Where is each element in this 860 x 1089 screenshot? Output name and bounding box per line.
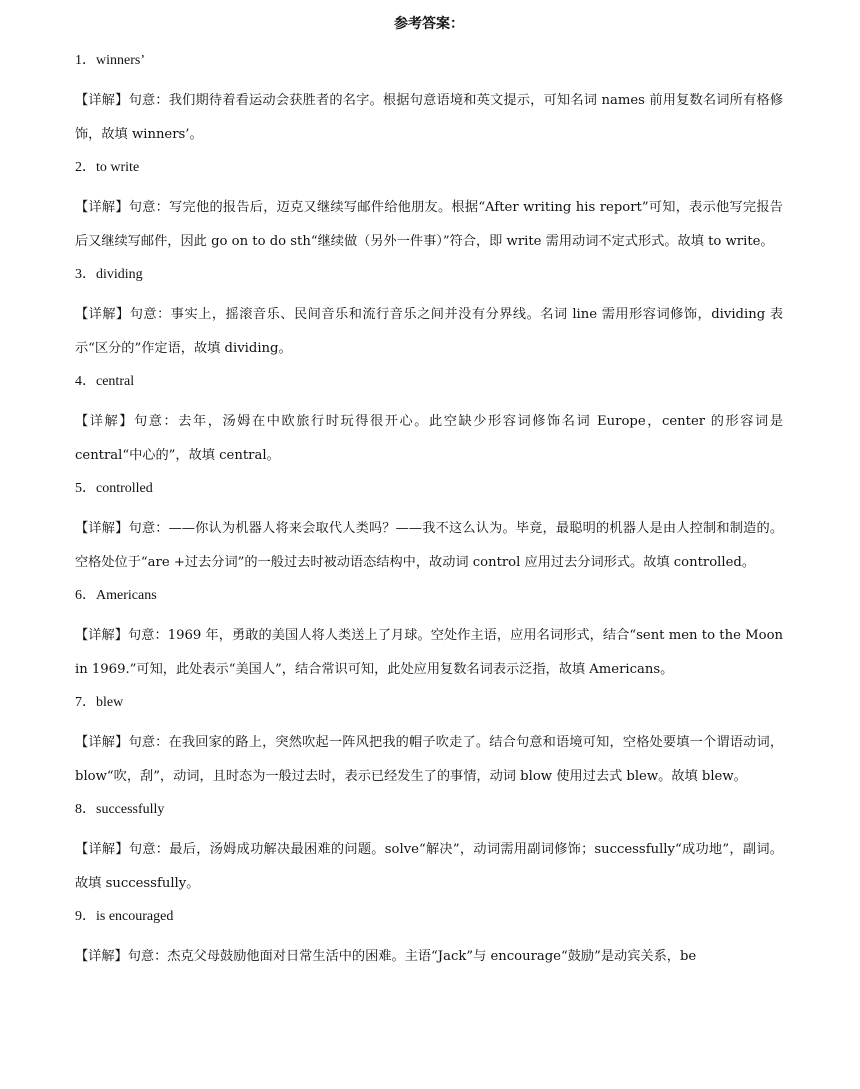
explanation-tag: 【详解】 bbox=[75, 93, 129, 108]
explanation-tag: 【详解】 bbox=[75, 735, 129, 750]
explanation-tag: 【详解】 bbox=[75, 949, 128, 964]
explanation-text: 句意：事实上，摇滚音乐、民间音乐和流行音乐之间并没有分界线。名词 line 需用形容词修饰，dividing 表示“区分的”作定语，故填 dividing。 bbox=[75, 307, 784, 356]
explanation-paragraph bbox=[75, 405, 783, 473]
explanation-paragraph bbox=[75, 512, 783, 580]
explanation-text: 句意：去年，汤姆在中欧旅行时玩得很开心。此空缺少形容词修饰名词 Europe，center 的形容词是 central“中心的”，故填 central。 bbox=[75, 414, 784, 463]
question-number: 9． bbox=[75, 909, 96, 924]
explanation-text: 句意：最后，汤姆成功解决最困难的问题。solve“解决”，动词需用副词修饰；successfully“成功地”，副词。故填 successfully。 bbox=[75, 842, 783, 891]
question-number: 4． bbox=[75, 374, 96, 389]
answer-item bbox=[75, 585, 783, 687]
explanation-tag: 【详解】 bbox=[75, 628, 128, 643]
answer-item bbox=[75, 371, 783, 473]
explanation-paragraph bbox=[75, 191, 783, 259]
explanation-tag: 【详解】 bbox=[75, 200, 129, 215]
answer-page bbox=[75, 14, 783, 979]
question-number: 8． bbox=[75, 802, 96, 817]
explanation-tag: 【详解】 bbox=[75, 414, 135, 429]
answer-text: dividing bbox=[96, 267, 143, 282]
question-number: 3． bbox=[75, 267, 96, 282]
explanation-text: 句意：写完他的报告后，迈克又继续写邮件给他朋友。根据“After writing his report”可知，表示他写完报告后又继续写邮件，因此 go on to do sth“继续做（另外一件事）”符合，即 write 需用动词不定式形式。故填 to write。 bbox=[75, 200, 783, 249]
explanation-paragraph bbox=[75, 833, 783, 901]
explanation-text: 句意：我们期待着看运动会获胜者的名字。根据句意语境和英文提示，可知名词 names 前用复数名词所有格修饰，故填 winners’。 bbox=[75, 93, 784, 142]
question-number: 5． bbox=[75, 481, 96, 496]
answer-line bbox=[75, 906, 783, 928]
answer-item bbox=[75, 157, 783, 259]
question-number: 1． bbox=[75, 53, 96, 68]
answer-item bbox=[75, 692, 783, 794]
question-number: 2． bbox=[75, 160, 96, 175]
answer-text: blew bbox=[96, 695, 124, 710]
answer-text: successfully bbox=[96, 802, 165, 817]
answer-text: to write bbox=[96, 160, 140, 175]
answer-line bbox=[75, 478, 783, 500]
answer-line bbox=[75, 371, 783, 393]
answer-text: winners’ bbox=[96, 53, 145, 68]
answer-line bbox=[75, 585, 783, 607]
answer-list bbox=[75, 50, 783, 974]
answer-item bbox=[75, 478, 783, 580]
answer-item bbox=[75, 50, 783, 152]
answer-text: central bbox=[96, 374, 135, 389]
explanation-tag: 【详解】 bbox=[75, 521, 129, 536]
explanation-tag: 【详解】 bbox=[75, 307, 130, 322]
answer-text: is encouraged bbox=[96, 909, 174, 924]
answer-line bbox=[75, 50, 783, 72]
explanation-text: 句意：杰克父母鼓励他面对日常生活中的困难。主语“Jack”与 encourage“鼓励”是动宾关系，be bbox=[127, 949, 697, 964]
answer-item bbox=[75, 264, 783, 366]
answer-line bbox=[75, 799, 783, 821]
explanation-text: 句意：在我回家的路上，突然吹起一阵风把我的帽子吹走了。结合句意和语境可知，空格处要填一个谓语动词，blow“吹，刮”，动词，且时态为一般过去时，表示已经发生了的事情，动词 blow 使用过去式 blew。故填 blew。 bbox=[75, 735, 784, 784]
answer-text: controlled bbox=[96, 481, 153, 496]
question-number: 7． bbox=[75, 695, 96, 710]
answer-line bbox=[75, 157, 783, 179]
explanation-paragraph bbox=[75, 619, 783, 687]
answer-item bbox=[75, 799, 783, 901]
explanation-tag: 【详解】 bbox=[75, 842, 129, 857]
explanation-paragraph bbox=[75, 726, 783, 794]
explanation-paragraph bbox=[75, 940, 783, 974]
explanation-paragraph bbox=[75, 298, 783, 366]
answer-text: Americans bbox=[96, 588, 157, 603]
question-number: 6． bbox=[75, 588, 96, 603]
answer-item bbox=[75, 906, 783, 974]
answer-line bbox=[75, 692, 783, 714]
explanation-text: 句意：——你认为机器人将来会取代人类吗？——我不这么认为。毕竟，最聪明的机器人是由人控制和制造的。空格处位于“are +过去分词”的一般过去时被动语态结构中，故动词 control 应用过去分词形式。故填 controlled。 bbox=[75, 521, 784, 570]
answer-line bbox=[75, 264, 783, 286]
page-title: 参考答案： bbox=[394, 16, 464, 32]
explanation-paragraph bbox=[75, 84, 783, 152]
explanation-text: 句意：1969 年，勇敢的美国人将人类送上了月球。空处作主语，应用名词形式，结合“sent men to the Moon in 1969.”可知，此处表示“美国人”，结合常识可知，此处应用复数名词表示泛指，故填 Americans。 bbox=[75, 628, 784, 677]
